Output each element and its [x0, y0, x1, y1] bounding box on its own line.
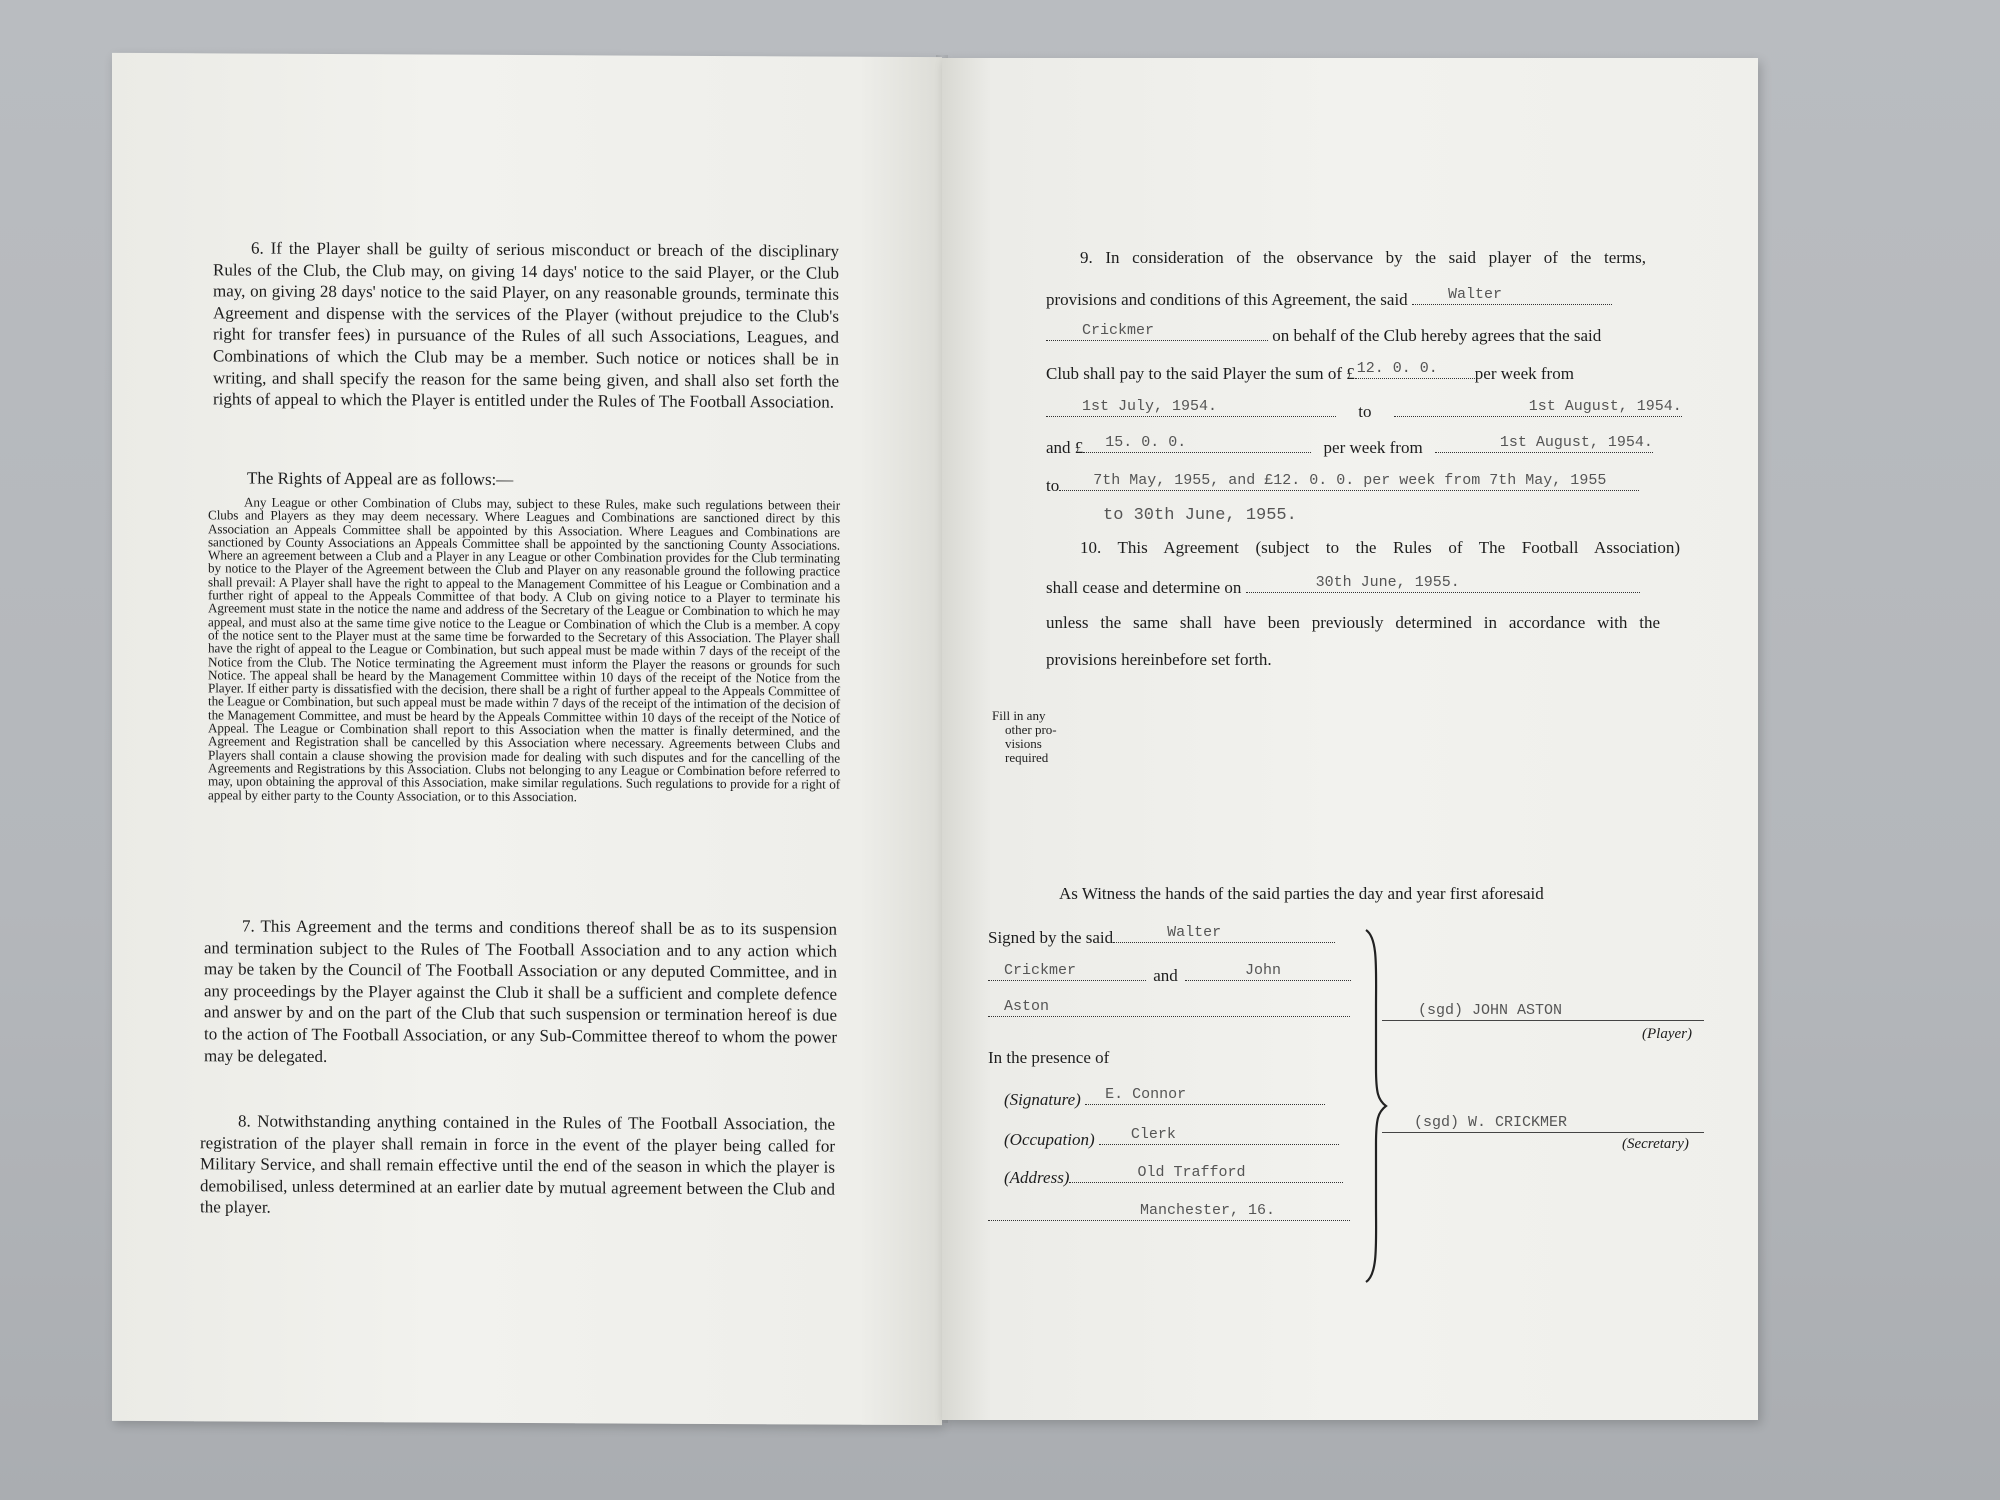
date-field-2[interactable]: [1394, 398, 1682, 417]
wage-field-2[interactable]: [1083, 434, 1311, 453]
margin-note-line: Fill in any: [992, 708, 1046, 723]
signed-by-field-1[interactable]: [1113, 924, 1335, 943]
typed-value: 1st August, 1954.: [1499, 434, 1653, 451]
clause-9-text: per week from: [1474, 364, 1574, 383]
witness-address-field-2[interactable]: [988, 1202, 1350, 1221]
clause-9-text: Club shall pay to the said Player the sum of £: [1046, 364, 1355, 383]
name-field-1[interactable]: [1412, 286, 1612, 305]
name-field-2[interactable]: [1046, 322, 1268, 341]
clause-10-line-1: [1080, 538, 1680, 558]
clause-9-line-8: to 30th June, 1955.: [1103, 506, 1297, 525]
typed-value: Old Trafford: [1137, 1164, 1246, 1181]
witness-address-line-2: [988, 1202, 1350, 1226]
appeal-text: Any League or other Combination of Clubs may, subject to these Rules, make such regulations between their Clubs and Players as they may deem necessary. Where Leagues and Combinations are sanctioned direct by this Association an Appeals Committee shall be appointed by this Association. Where Leagues and Combinations are sanctioned by County Associations an Appeals Committee shall be appointed by the sanctioning County Associations. Where an agreement between a Club and a Player in any League or other Combination provides for the Club terminating by notice to the Player of the Agreement between the Club and Player on any reasonable ground the following practice shall prevail: A Player shall have the right to appeal to the Management Committee of his League or Combination and a further right of appeal to the Appeals Committee of that body. A Club on giving notice to a Player to terminate his Agreement must state in the notice the name and address of the Secretary of the League or Combination to which he may appeal, and must also at the same time give notice to the League or Combination of which the Club is a member. A copy of the notice sent to the Player must at the same time be forwarded to the Secretary of this Association. The Player shall have the right of appeal to the League or Combination, but such appeal must be made within 7 days of the receipt of the Notice from the Club. The Notice terminating the Agreement must inform the Player the reasons or grounds for such Notice. The appeal shall be heard by the Management Committee within 10 days of the receipt of the Notice from the Player. If either party is dissatisfied with the decision, there shall be a right of further appeal to the Appeals Committee of the League or Combination, but such appeal must be made within 7 days of the receipt of the intimation of the decision of the Management Committee, and must be heard by the Appeals Committee within 10 days of the receipt of the Notice of Appeal. The League or Combination shall report to this Association when the matter is finally determined, and the Agreement and Registration shall be cancelled by this Association where necessary. Agreements between Clubs and Players shall contain a clause showing the provision made for dealing with such disputes and for the cancelling of the Agreements and Registrations by this Association. Clubs not belonging to any League or Combination before referred to may, upon obtaining the approval of this Association, make similar regulations. Such regulations to provide for a right of appeal by either party to the County Association, or to this Association.: [208, 494, 840, 804]
appeal-heading: The Rights of Appeal are as follows:—: [247, 468, 514, 489]
typed-value: 15. 0. 0.: [1105, 434, 1187, 451]
typed-value: (sgd) W. CRICKMER: [1414, 1114, 1568, 1131]
signed-by-line-2: [988, 962, 1351, 986]
typed-value: 12. 0. 0.: [1356, 360, 1438, 377]
clause-9-text: on behalf of the Club hereby agrees that the said: [1272, 326, 1602, 345]
signature-label: (Signature): [1004, 1090, 1081, 1109]
player-label: (Player): [1642, 1026, 1692, 1042]
date-field-3[interactable]: [1435, 434, 1653, 453]
clause-10-text: unless the same shall have been previously determined in accordance with the: [1046, 613, 1660, 632]
typed-value: 30th June, 1955.: [1315, 574, 1460, 591]
signed-by-line-3: [988, 998, 1350, 1022]
typed-value: 1st August, 1954.: [1528, 398, 1682, 415]
typed-value: Walter: [1447, 286, 1502, 303]
secretary-signature-field[interactable]: [1382, 1114, 1704, 1133]
typed-value: (sgd) JOHN ASTON: [1418, 1002, 1563, 1019]
margin-note-line: required: [1005, 750, 1049, 765]
clause-9-line-2: [1046, 286, 1612, 310]
typed-value: Crickmer: [1004, 962, 1077, 979]
clause-9-text: provisions and conditions of this Agreement, the said: [1046, 290, 1408, 309]
typed-value: Walter: [1167, 924, 1222, 941]
date-field-1[interactable]: [1046, 398, 1336, 417]
witness-signature-line: [1004, 1086, 1325, 1110]
clause-7: 7. This Agreement and the terms and conditions thereof shall be as to its suspension and termination subject to the Rules of The Football Association and to any action which may be taken by the Council of The Football Association or any deputed Committee, and in any proceedings by the Player against the Club it shall be a sufficient and complete defence and answer by and on the part of the Club that such suspension or termination hereof is due to the action of The Football Association, or any Sub-Committee thereof to whom the power may be delegated.: [204, 916, 837, 1066]
occupation-label: (Occupation): [1004, 1130, 1095, 1149]
clause-9-line-7: [1046, 472, 1639, 496]
clause-9-line-4: [1046, 360, 1574, 384]
signed-by-field-2[interactable]: [988, 962, 1146, 981]
clause-9-line-6: [1046, 434, 1653, 458]
termination-date-field[interactable]: [1246, 574, 1640, 593]
clause-10-text: shall cease and determine on: [1046, 578, 1242, 597]
witness-occupation-line: [1004, 1126, 1339, 1150]
clause-9-line-3: [1046, 322, 1601, 346]
typed-value: John: [1245, 962, 1282, 979]
clause-10-line-2: [1046, 574, 1640, 598]
witness-address-field-1[interactable]: [1069, 1164, 1343, 1183]
secretary-label: (Secretary): [1622, 1136, 1689, 1152]
typed-value: Crickmer: [1082, 322, 1155, 339]
witness-occupation-field[interactable]: [1099, 1126, 1339, 1145]
date-field-4[interactable]: [1059, 472, 1639, 491]
secretary-signature-line: [1382, 1114, 1704, 1138]
clause-9-text: to: [1046, 476, 1060, 495]
clause-10-line-3: [1046, 613, 1660, 633]
clause-9-line-5: [1046, 398, 1682, 422]
signed-by-field-3[interactable]: [1185, 962, 1351, 981]
clause-9-text: and £: [1046, 438, 1084, 457]
signed-by-label: Signed by the said: [988, 928, 1114, 947]
signature-brace: [1360, 928, 1390, 1284]
witness-signature-field[interactable]: [1085, 1086, 1325, 1105]
clause-9-line-1: [1080, 248, 1646, 268]
right-page: [942, 58, 1758, 1420]
margin-note: [992, 709, 1057, 765]
typed-value: E. Connor: [1105, 1086, 1187, 1103]
witness-statement: As Witness the hands of the said parties the day and year first aforesaid: [1059, 884, 1544, 903]
witness-address-line: [1004, 1164, 1343, 1188]
clause-10-text: provisions hereinbefore set forth.: [1046, 650, 1272, 669]
signed-by-field-4[interactable]: [988, 998, 1350, 1017]
typed-value: Clerk: [1130, 1126, 1176, 1143]
address-label: (Address): [1004, 1168, 1070, 1187]
margin-note-line: visions: [1005, 736, 1042, 751]
clause-9-text: to: [1358, 402, 1372, 421]
typed-value: Manchester, 16.: [1140, 1202, 1276, 1219]
wage-field-1[interactable]: [1355, 360, 1475, 379]
clause-6: 6. If the Player shall be guilty of serious misconduct or breach of the disciplinary Rules of the Club, the Club may, on giving 14 days' notice to the said Player, or the Club may, on giving 28 days' notice to the said Player, on any reasonable grounds, terminate this Agreement and dispense with the services of the Player (without prejudice to the Club's right for transfer fees) in pursuance of the Rules of all such Associations, Leagues, and Combinations of which the Club may be a member. Such notice or notices shall be in writing, and shall specify the reason for the same being given, and shall also set forth the rights of appeal to which the Player is entitled under the Rules of The Football Association.: [213, 238, 839, 412]
clause-9-text: 9. In consideration of the observance by the said player of the terms,: [1080, 248, 1646, 267]
presence-label: In the presence of: [988, 1048, 1110, 1067]
player-signature-line: [1382, 1002, 1704, 1026]
clause-10-line-4: [1046, 650, 1272, 670]
typed-value: 7th May, 1955, and £12. 0. 0. per week from 7th May, 1955: [1093, 472, 1607, 489]
typed-value: 1st July, 1954.: [1082, 398, 1218, 415]
clause-9-text: per week from: [1323, 438, 1423, 457]
clause-8: 8. Notwithstanding anything contained in the Rules of The Football Association, the registration of the player shall remain in force in the event of the player being called for Military Service, and shall remain effective until the end of the season in which the player is demobilised, unless determined at an earlier date by mutual agreement between the Club and the player.: [200, 1111, 835, 1218]
player-signature-field[interactable]: [1382, 1002, 1704, 1021]
and-label: and: [1153, 966, 1178, 985]
clause-10-text: 10. This Agreement (subject to the Rules of The Football Association): [1080, 538, 1680, 557]
left-page: [112, 53, 942, 1425]
typed-value: Aston: [1004, 998, 1050, 1015]
margin-note-line: other pro-: [1005, 722, 1057, 737]
signed-by-line-1: [988, 924, 1335, 948]
